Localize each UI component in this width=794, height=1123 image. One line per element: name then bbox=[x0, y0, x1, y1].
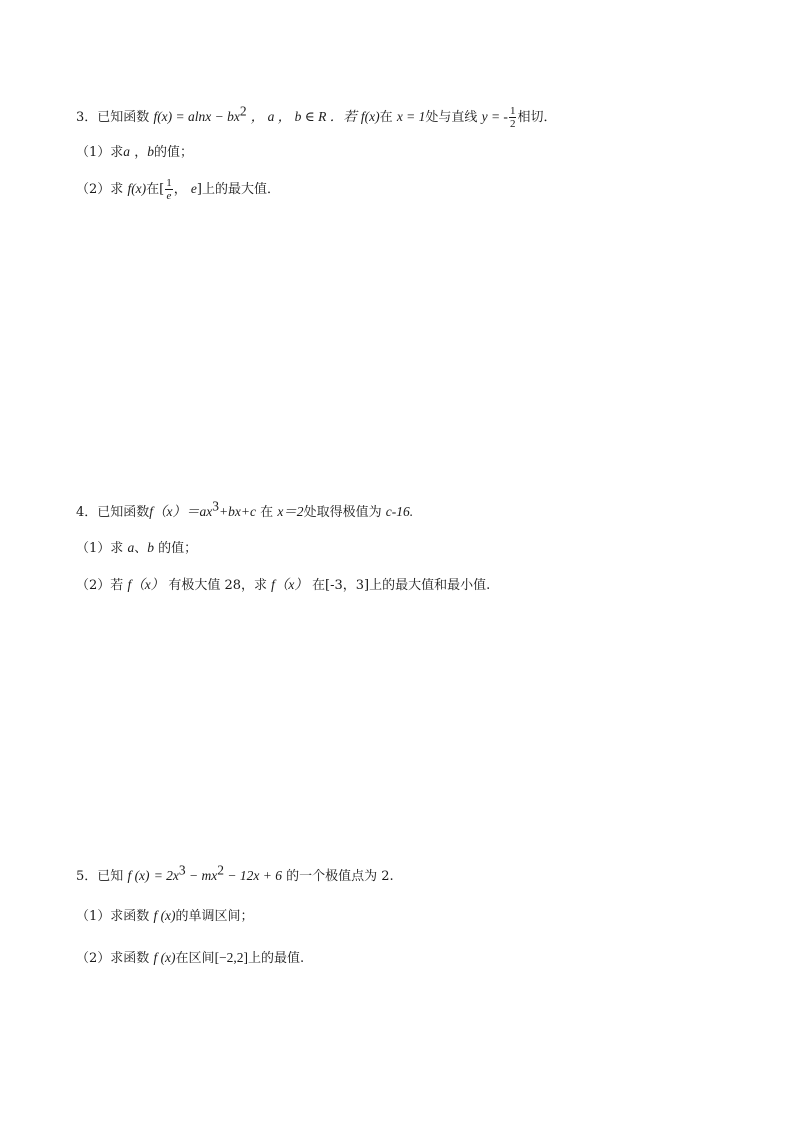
part-text: 有极大值 28，求 bbox=[168, 578, 268, 593]
math-fx: f(x) bbox=[127, 181, 147, 196]
math-exponent: 2 bbox=[217, 862, 225, 878]
math-var-a: a bbox=[127, 540, 135, 555]
part-label: （2） bbox=[76, 182, 111, 197]
stem-text: 处取得极值为 bbox=[303, 505, 382, 520]
math-exponent: 3 bbox=[212, 498, 220, 514]
math-x-equals: x = 1 bbox=[396, 109, 426, 124]
math-y-equals: y = - bbox=[481, 109, 508, 124]
part-text: 在区间 bbox=[175, 951, 215, 966]
math-interval: [−2,2] bbox=[214, 950, 249, 965]
math-exponent: 3 bbox=[178, 862, 186, 878]
math-x-equals: x＝2 bbox=[277, 504, 304, 519]
math-fx: f (x) bbox=[127, 868, 150, 883]
part-text: 求 bbox=[110, 182, 124, 197]
part-text: ， bbox=[173, 182, 187, 197]
part-text: 的值； bbox=[153, 145, 193, 160]
math-equation: − mx bbox=[185, 868, 218, 883]
part-text: 求 bbox=[110, 541, 124, 556]
part-text: 在[ bbox=[146, 182, 165, 197]
math-var-b: b bbox=[147, 144, 154, 159]
math-params: ， a ， b ∈ R ．若 bbox=[250, 109, 357, 124]
part-text: 的单调区间； bbox=[175, 909, 254, 924]
math-equation: ＝ax bbox=[186, 504, 213, 519]
stem-text: 处与直线 bbox=[425, 110, 478, 125]
problem-4-part-1 bbox=[76, 538, 197, 559]
stem-text: 已知函数 bbox=[97, 110, 150, 125]
part-text: ， bbox=[134, 145, 148, 160]
fraction-numerator: 1 bbox=[166, 177, 172, 189]
math-fx: f（x） bbox=[271, 577, 308, 592]
fraction-numerator: 1 bbox=[509, 105, 516, 117]
part-text: 上的最值. bbox=[248, 951, 305, 966]
problem-5-part-1 bbox=[76, 906, 254, 927]
math-e: e bbox=[190, 181, 197, 196]
math-var-a: a bbox=[123, 144, 131, 159]
math-fx: f (x) bbox=[153, 950, 176, 965]
math-fx: f（x） bbox=[127, 577, 165, 592]
math-fx: f(x) bbox=[360, 109, 380, 124]
math-fraction bbox=[509, 105, 517, 130]
problem-4-stem bbox=[76, 498, 414, 523]
part-label: （1） bbox=[76, 541, 111, 556]
part-text: 、 bbox=[134, 541, 148, 556]
stem-text: 已知 bbox=[97, 869, 124, 884]
math-equation: = 2x bbox=[153, 868, 179, 883]
problem-number: 4． bbox=[76, 505, 98, 520]
part-label: （1） bbox=[76, 909, 111, 924]
problem-number: 3． bbox=[76, 110, 98, 125]
part-label: （2） bbox=[76, 578, 111, 593]
problem-4-part-2 bbox=[76, 575, 490, 596]
problem-3-stem bbox=[76, 105, 556, 130]
part-text: ]上的最大值． bbox=[196, 182, 280, 197]
stem-text: 在 bbox=[260, 505, 274, 520]
math-function: f(x) = alnx − bx bbox=[153, 109, 240, 124]
part-label: （1） bbox=[76, 145, 111, 160]
math-fx: f (x) bbox=[153, 908, 176, 923]
math-c-value: c-16. bbox=[385, 504, 414, 519]
stem-text: 在 bbox=[379, 110, 393, 125]
fraction-denominator: e bbox=[166, 190, 172, 202]
math-equation: − 12x + 6 bbox=[224, 868, 282, 883]
part-text: 求函数 bbox=[110, 909, 150, 924]
fraction-denominator: 2 bbox=[509, 118, 516, 130]
math-equation: +bx+c bbox=[219, 504, 257, 519]
problem-5-part-2 bbox=[76, 948, 304, 969]
math-var-b: b bbox=[147, 540, 154, 555]
problem-3-part-1 bbox=[76, 142, 193, 163]
problem-3-part-2 bbox=[76, 177, 280, 202]
part-text: 的值； bbox=[158, 541, 198, 556]
math-fraction bbox=[165, 177, 173, 202]
problem-number: 5． bbox=[76, 869, 98, 884]
part-label: （2） bbox=[76, 951, 111, 966]
problem-5-stem bbox=[76, 862, 394, 887]
stem-text: 已知函数 bbox=[97, 505, 150, 520]
math-fx: f（x） bbox=[149, 504, 187, 519]
stem-text: 相切． bbox=[517, 110, 557, 125]
part-text: 求 bbox=[110, 145, 124, 160]
stem-text: 的一个极值点为 2. bbox=[286, 869, 394, 884]
part-text: 求函数 bbox=[110, 951, 150, 966]
part-text: 若 bbox=[110, 578, 124, 593]
part-text: 在[-3，3]上的最大值和最小值. bbox=[312, 578, 491, 593]
math-exponent: 2 bbox=[239, 103, 247, 119]
